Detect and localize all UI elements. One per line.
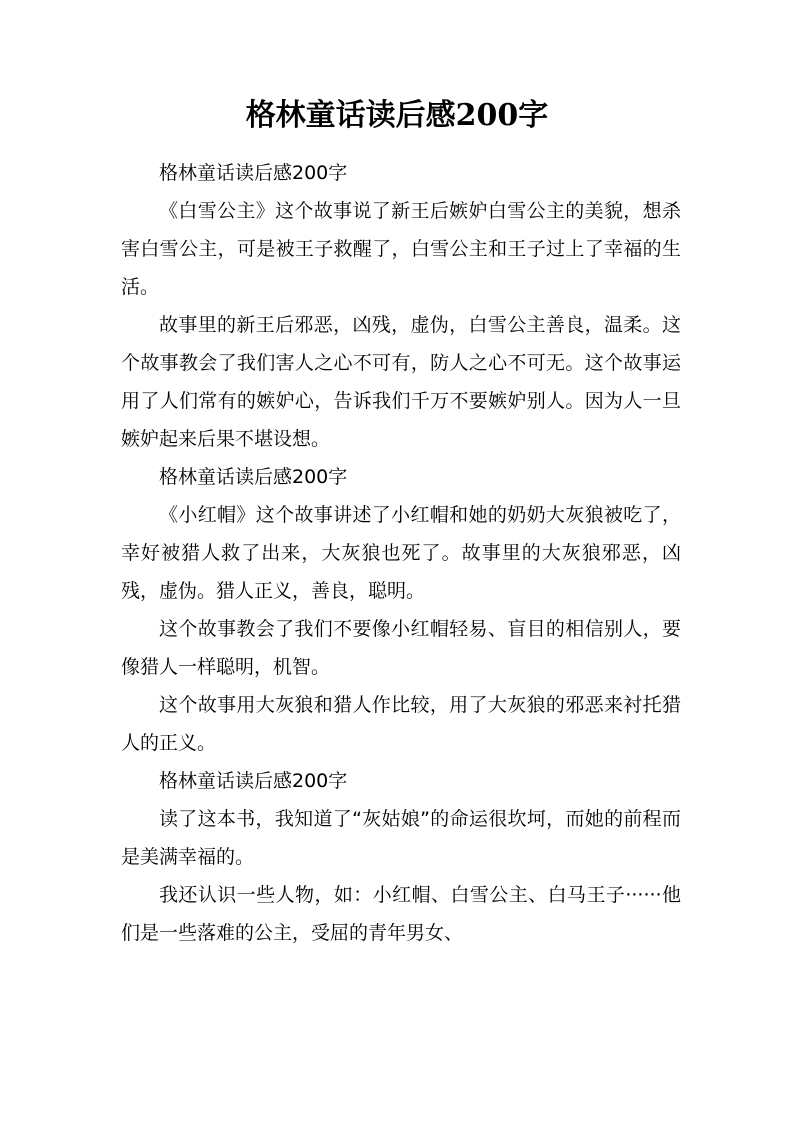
- paragraph-red-riding-hood-summary: 《小红帽》这个故事讲述了小红帽和她的奶奶大灰狼被吃了，幸好被猎人救了出来，大灰狼也死了。故事里的大灰狼邪恶，凶残，虚伪。猎人正义，善良，聪明。: [121, 504, 681, 602]
- paragraph-heading-3: 格林童话读后感200字: [159, 770, 348, 792]
- paragraph-characters: 我还认识一些人物，如：小红帽、白雪公主、白马王子······他们是一些落难的公主，受屈的青年男女、: [121, 884, 681, 944]
- paragraph-cinderella: 读了这本书，我知道了“灰姑娘”的命运很坎坷，而她的前程而是美满幸福的。: [121, 808, 681, 868]
- document-title: 格林童话读后感200字: [245, 98, 549, 133]
- paragraph-red-riding-hood-lesson: 这个故事教会了我们不要像小红帽轻易、盲目的相信别人，要像猎人一样聪明，机智。: [121, 618, 681, 678]
- paragraph-heading-2: 格林童话读后感200字: [159, 466, 348, 488]
- document-body: [121, 154, 681, 952]
- paragraph-red-riding-hood-contrast: 这个故事用大灰狼和猎人作比较，用了大灰狼的邪恶来衬托猎人的正义。: [121, 694, 681, 754]
- paragraph-heading-1: 格林童话读后感200字: [159, 162, 348, 184]
- paragraph-snow-white-summary: 《白雪公主》这个故事说了新王后嫉妒白雪公主的美貌，想杀害白雪公主，可是被王子救醒了，白雪公主和王子过上了幸福的生活。: [121, 200, 681, 298]
- paragraph-snow-white-lesson: 故事里的新王后邪恶，凶残，虚伪，白雪公主善良，温柔。这个故事教会了我们害人之心不可有，防人之心不可无。这个故事运用了人们常有的嫉妒心，告诉我们千万不要嫉妒别人。因为人一旦嫉妒起来后果不堪设想。: [121, 314, 681, 450]
